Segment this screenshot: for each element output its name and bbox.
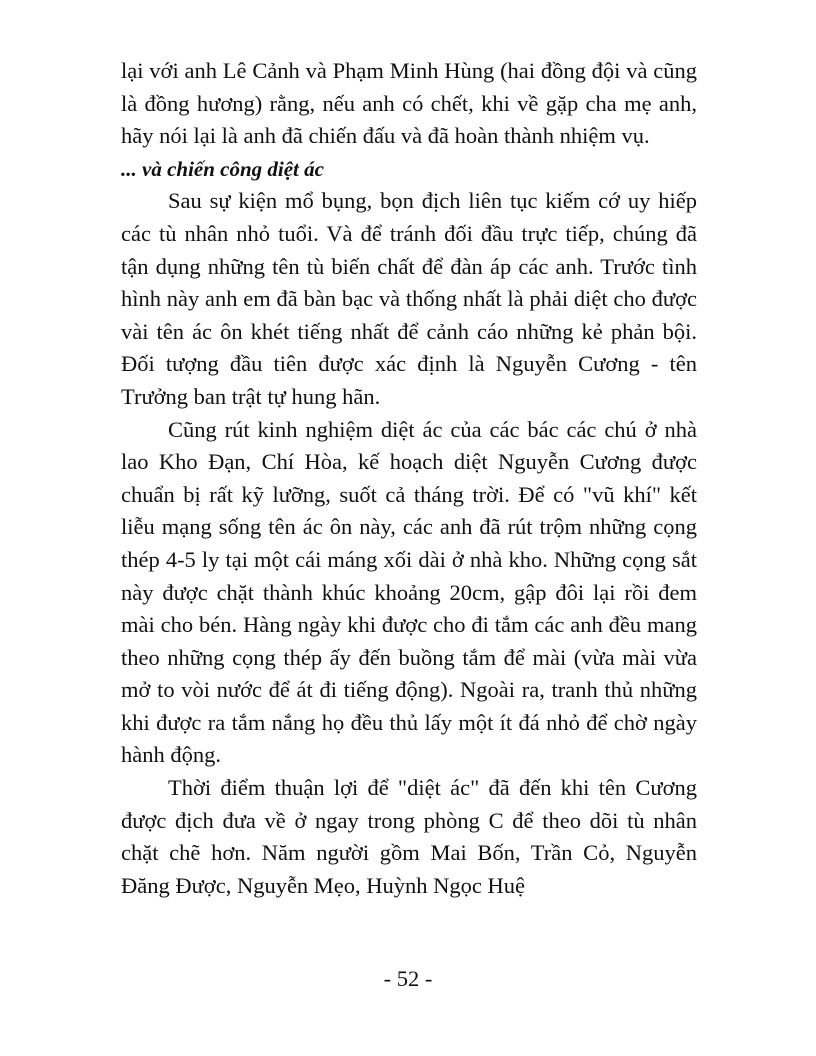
paragraph-1: Sau sự kiện mổ bụng, bọn địch liên tục kiếm cớ uy hiếp các tù nhân nhỏ tuổi. Và để tránh đối đầu trực tiếp, chúng đã tận dụng những tên tù biến chất để đàn áp các anh. Trước tình hình này anh em đã bàn bạc và thống nhất là phải diệt cho được vài tên ác ôn khét tiếng nhất để cảnh cáo những kẻ phản bội. Đối tượng đầu tiên được xác định là Nguyễn Cương - tên Trưởng ban trật tự hung hãn.	[121, 188, 697, 409]
page-number: - 52 -	[383, 966, 433, 991]
paragraph-3: Thời điểm thuận lợi để "diệt ác" đã đến khi tên Cương được địch đưa về ở ngay trong phòng C để theo dõi tù nhân chặt chẽ hơn. Năm người gồm Mai Bốn, Trần Cỏ, Nguyễn Đăng Được, Nguyễn Mẹo, Huỳnh Ngọc Huệ	[121, 775, 697, 898]
section-heading: ... và chiến công diệt ác	[121, 156, 324, 181]
paragraph-continuation: lại với anh Lê Cảnh và Phạm Minh Hùng (hai đồng đội và cũng là đồng hương) rằng, nếu anh có chết, khi về gặp cha mẹ anh, hãy nói lại là anh đã chiến đấu và đã hoàn thành nhiệm vụ.	[121, 58, 697, 149]
page-body	[121, 55, 697, 902]
paragraph-2: Cũng rút kinh nghiệm diệt ác của các bác các chú ở nhà lao Kho Đạn, Chí Hòa, kế hoạch diệt Nguyễn Cương được chuẩn bị rất kỹ lưỡng, suốt cả tháng trời. Để có "vũ khí" kết liễu mạng sống tên ác ôn này, các anh đã rút trộm những cọng thép 4-5 ly tại một cái máng xối dài ở nhà kho. Những cọng sắt này được chặt thành khúc khoảng 20cm, gập đôi lại rồi đem mài cho bén. Hàng ngày khi được cho đi tắm các anh đều mang theo những cọng thép ấy đến buồng tắm để mài (vừa mài vừa mở to vòi nước để át đi tiếng động). Ngoài ra, tranh thủ những khi được ra tắm nắng họ đều thủ lấy một ít đá nhỏ để chờ ngày hành động.	[121, 416, 697, 768]
